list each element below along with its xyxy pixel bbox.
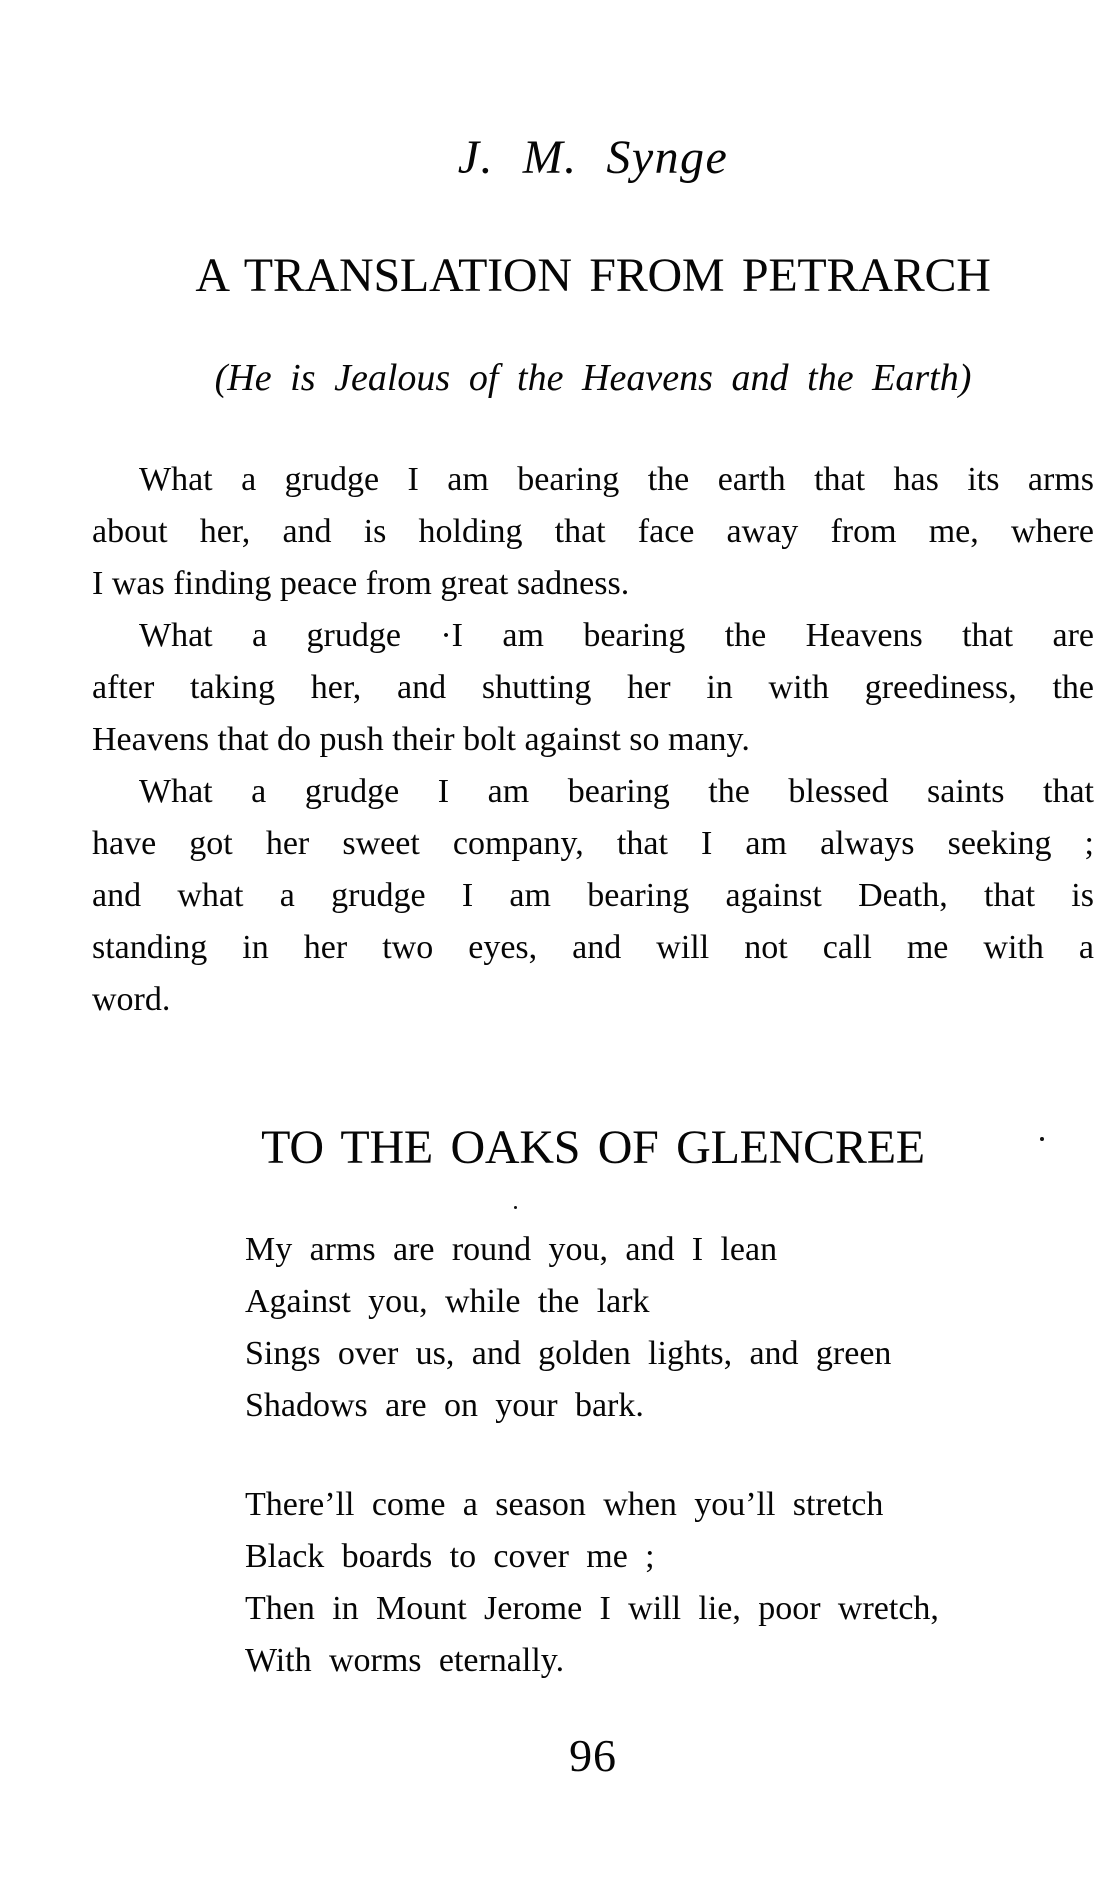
- text-line: Black boards to cover me ;: [245, 1538, 655, 1575]
- text-line: What a grudge I am bearing the earth that has its arms: [139, 461, 1094, 498]
- text-line: standing in her two eyes, and will not call me with a: [92, 929, 1094, 966]
- text-line: What a grudge I am bearing the blessed saints that: [139, 773, 1094, 810]
- text-line: My arms are round you, and I lean: [245, 1231, 778, 1268]
- page-number: 96: [569, 1730, 617, 1781]
- text-line: word.: [92, 981, 171, 1018]
- text-line: about her, and is holding that face away from me, where: [92, 513, 1094, 550]
- text-line: after taking her, and shutting her in with greediness, the: [92, 669, 1094, 706]
- text-line: What a grudge ·I am bearing the Heavens that are: [139, 617, 1094, 654]
- prose-paragraph: [92, 766, 1094, 1026]
- text-line: Then in Mount Jerome I will lie, poor wretch,: [245, 1590, 939, 1627]
- poem-body-verse: [245, 1224, 1045, 1687]
- text-line: Against you, while the lark: [245, 1283, 650, 1320]
- verse-stanza: [245, 1479, 1045, 1687]
- ink-speck: [514, 1206, 517, 1209]
- verse-stanza: [245, 1224, 1045, 1432]
- poem-body-prose: [92, 454, 1094, 1026]
- poem-subtitle: (He is Jealous of the Heavens and the Earth): [214, 357, 972, 399]
- poem-title-oaks: TO THE OAKS OF GLENCREE: [261, 1121, 925, 1174]
- text-line: and what a grudge I am bearing against Death, that is: [92, 877, 1094, 914]
- text-line: Sings over us, and golden lights, and green: [245, 1335, 892, 1372]
- poem-title-petrarch: A TRANSLATION FROM PETRARCH: [195, 249, 991, 302]
- prose-paragraph: [92, 454, 1094, 610]
- author-title: J. M. Synge: [457, 131, 729, 184]
- text-line: Shadows are on your bark.: [245, 1387, 644, 1424]
- text-line: There’ll come a season when you’ll stretch: [245, 1486, 884, 1523]
- text-line: With worms eternally.: [245, 1642, 565, 1679]
- text-line: I was finding peace from great sadness.: [92, 565, 630, 602]
- prose-paragraph: [92, 610, 1094, 766]
- ink-speck: [1040, 1137, 1044, 1141]
- text-line: Heavens that do push their bolt against so many.: [92, 721, 750, 758]
- text-line: have got her sweet company, that I am always seeking ;: [92, 825, 1094, 862]
